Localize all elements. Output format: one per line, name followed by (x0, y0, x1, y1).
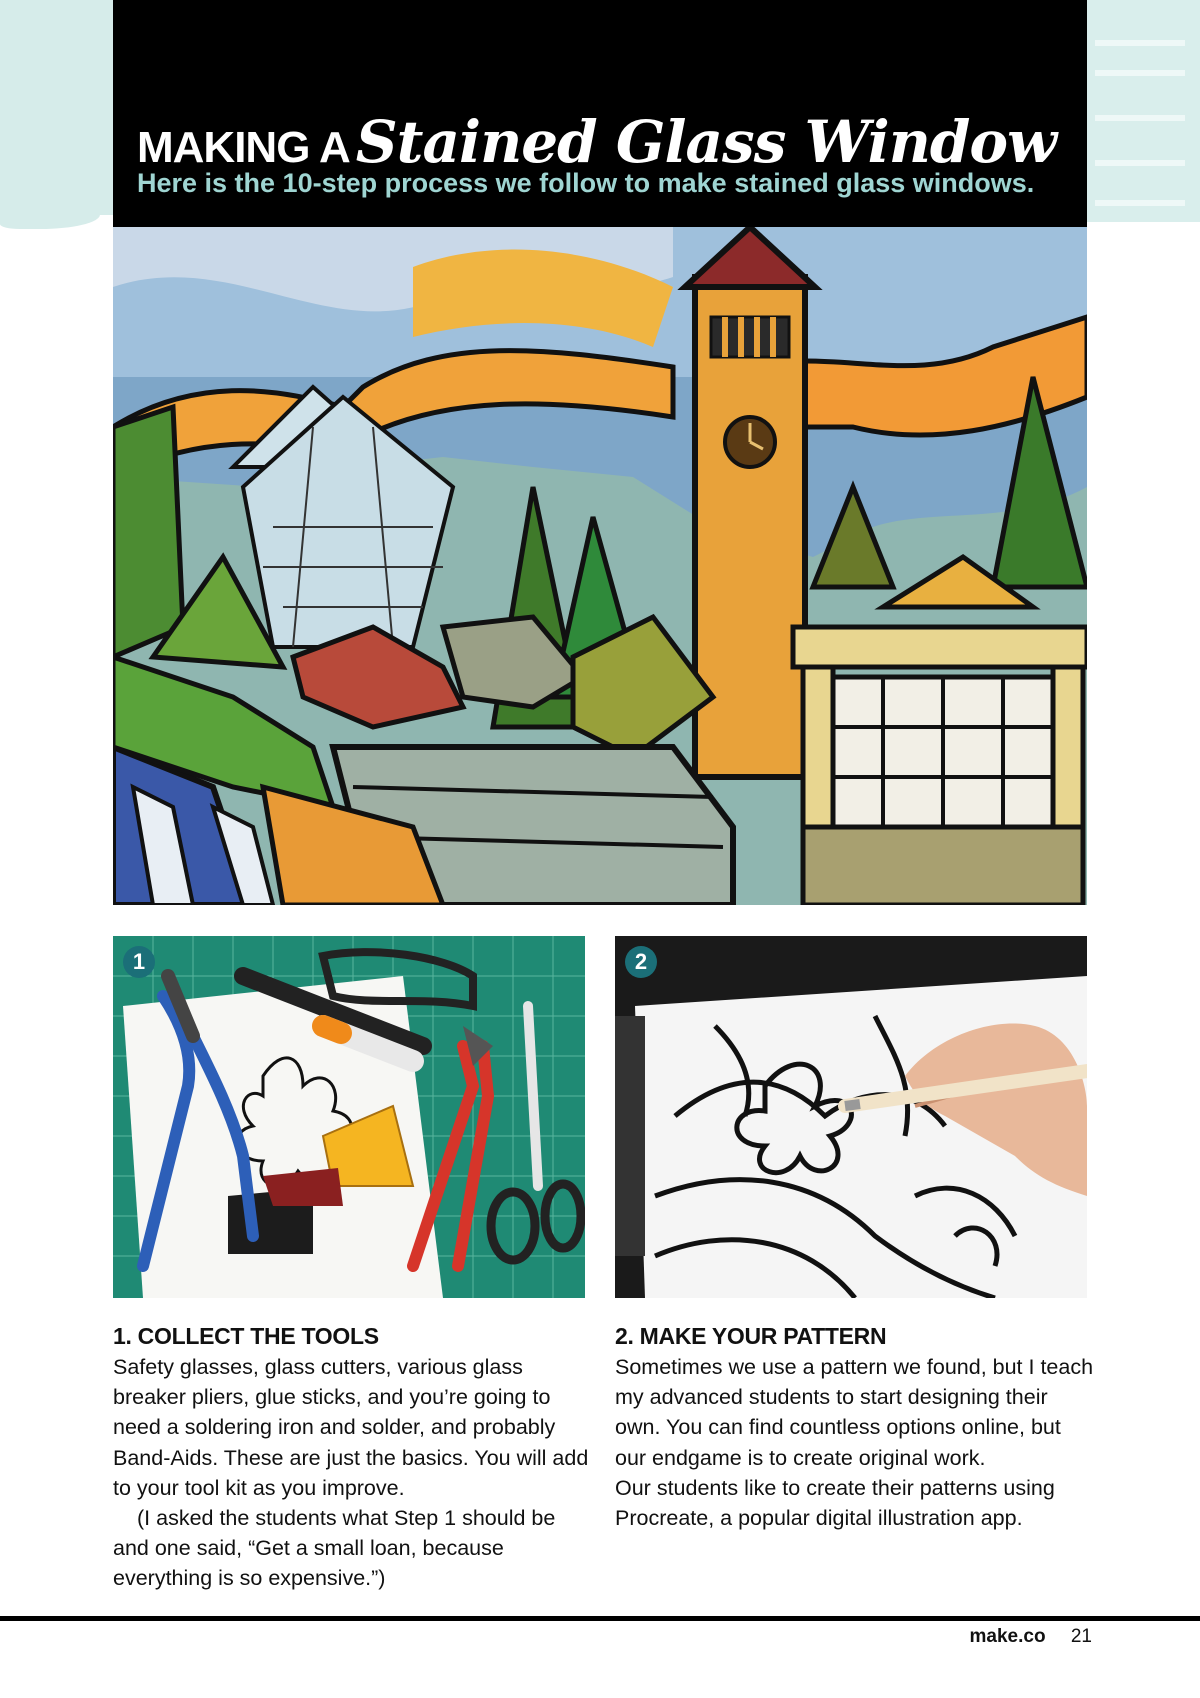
step-2-paragraph-2: Our students like to create their patterns using Procreate, a popular digital illustration app. (615, 1475, 1055, 1531)
step-1-aside: (I asked the students what Step 1 should be and one said, “Get a small loan, because everything is so expensive.”) (113, 1506, 556, 1591)
step-1-text (113, 1320, 593, 1594)
step-1-paragraph: Safety glasses, glass cutters, various glass breaker pliers, glue sticks, and you’re going to need a soldering iron and solder, and probably Band-Aids. These are just the basics. You will add to your tool kit as you improve. (113, 1355, 589, 1500)
step-2-heading: 2. MAKE YOUR PATTERN (615, 1323, 887, 1349)
stained-glass-illustration (113, 227, 1087, 905)
title-script: Stained Glass Window (355, 108, 1057, 176)
tablet-drawing-photo (615, 936, 1087, 1298)
step-2-photo (615, 936, 1087, 1298)
step-2-paragraph: Sometimes we use a pattern we found, but I teach my advanced students to start designing their own. You can find countless options online, but our endgame is to create original work. (615, 1355, 1094, 1470)
decorative-brush-right (1085, 0, 1200, 222)
step-1-photo (113, 936, 585, 1298)
page-number: 21 (1070, 1626, 1092, 1647)
tools-photo (113, 936, 585, 1298)
page-footer (970, 1626, 1092, 1648)
footer-site: make.co (969, 1626, 1046, 1647)
title-caps: MAKING A (137, 123, 350, 172)
hero-stained-glass-image (113, 227, 1087, 905)
decorative-brush-left (0, 0, 118, 215)
article-subtitle: Here is the 10-step process we follow to make stained glass windows. (137, 168, 1035, 198)
step-1-badge: 1 (123, 946, 155, 978)
article-header (113, 0, 1087, 227)
footer-rule (0, 1616, 1200, 1621)
step-2-text (615, 1320, 1095, 1533)
step-1-heading: 1. COLLECT THE TOOLS (113, 1323, 379, 1349)
step-2-badge: 2 (625, 946, 657, 978)
article-title (137, 108, 1056, 176)
